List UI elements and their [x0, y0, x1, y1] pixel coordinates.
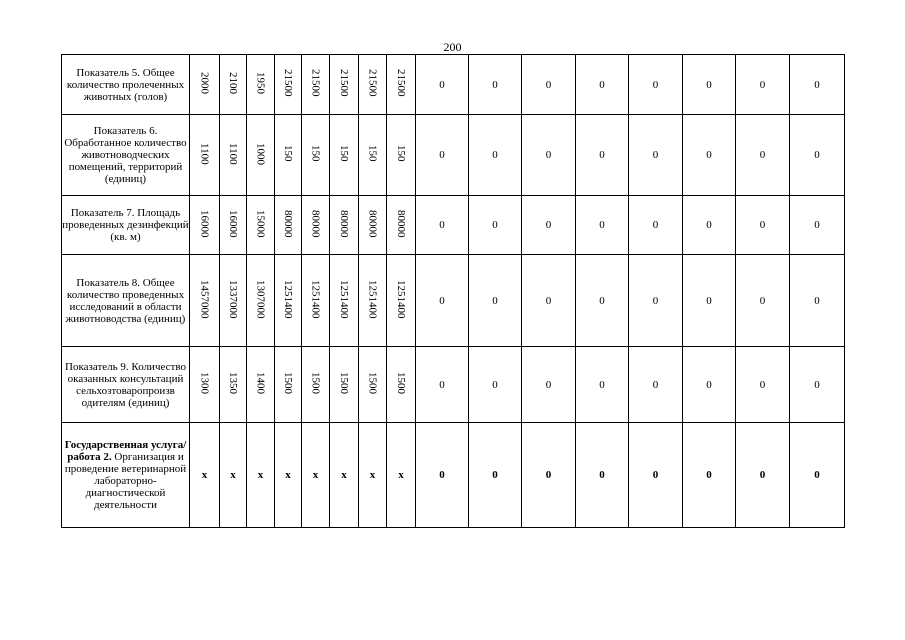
value-cell	[190, 115, 220, 196]
zero-cell	[790, 423, 845, 528]
value-text: 1251400	[338, 279, 350, 319]
zero-cell	[683, 115, 736, 196]
value-text: 1500	[282, 372, 294, 394]
value-cell	[359, 423, 387, 528]
value-cell	[302, 115, 330, 196]
zero-value: 0	[706, 378, 712, 391]
value-text: x	[257, 469, 264, 481]
value-text: x	[369, 469, 376, 481]
zero-cell	[629, 55, 683, 115]
value-text: 21500	[309, 69, 322, 97]
value-cell	[302, 196, 330, 255]
zero-value: 0	[759, 219, 766, 231]
value-text: 1400	[254, 372, 267, 394]
value-cell	[275, 115, 302, 196]
zero-cell	[736, 115, 790, 196]
zero-value: 0	[492, 469, 498, 481]
table-row	[62, 115, 845, 196]
indicator-label: Показатель 5. Общее количество пролеченных животных (голов)	[66, 66, 185, 103]
zero-value: 0	[439, 149, 445, 161]
zero-value: 0	[545, 78, 552, 91]
value-text: 2100	[227, 72, 239, 94]
zero-cell	[576, 55, 629, 115]
value-text: 1300	[198, 372, 211, 394]
zero-value: 0	[652, 378, 659, 391]
zero-value: 0	[759, 378, 766, 391]
value-cell	[247, 255, 275, 347]
value-text: 1500	[366, 372, 379, 394]
zero-value: 0	[652, 219, 659, 231]
value-cell	[359, 255, 387, 347]
zero-cell	[576, 196, 629, 255]
indicator-label-cell	[62, 196, 190, 255]
value-cell	[220, 423, 247, 528]
value-cell	[387, 423, 416, 528]
zero-cell	[790, 347, 845, 423]
value-cell	[359, 196, 387, 255]
zero-value: 0	[545, 294, 552, 307]
value-cell	[359, 115, 387, 196]
value-text: 15000	[254, 209, 267, 238]
zero-cell	[522, 255, 576, 347]
zero-value: 0	[599, 78, 605, 91]
zero-value: 0	[439, 378, 445, 391]
value-text: 1251400	[282, 279, 294, 319]
value-cell	[302, 55, 330, 115]
zero-value: 0	[759, 469, 766, 481]
value-cell	[330, 55, 359, 115]
zero-value: 0	[814, 219, 820, 231]
value-cell	[302, 347, 330, 423]
zero-value: 0	[814, 378, 820, 391]
zero-cell	[683, 255, 736, 347]
zero-cell	[629, 255, 683, 347]
value-cell	[302, 255, 330, 347]
value-cell	[387, 196, 416, 255]
zero-value: 0	[814, 469, 820, 481]
value-text: 1251400	[366, 279, 379, 319]
indicator-label-cell	[62, 115, 190, 196]
zero-cell	[576, 423, 629, 528]
zero-cell	[522, 115, 576, 196]
zero-cell	[683, 55, 736, 115]
table-row	[62, 255, 845, 347]
value-cell	[190, 55, 220, 115]
value-text: 21500	[282, 69, 294, 97]
zero-value: 0	[599, 219, 605, 231]
value-text: 21500	[338, 69, 350, 97]
zero-value: 0	[492, 294, 498, 307]
value-cell	[220, 196, 247, 255]
value-text: 1251400	[309, 279, 322, 319]
zero-cell	[629, 196, 683, 255]
zero-value: 0	[652, 78, 659, 91]
value-cell	[275, 423, 302, 528]
value-text: 150	[338, 145, 350, 162]
zero-cell	[416, 423, 469, 528]
indicator-label-cell	[62, 55, 190, 115]
zero-cell	[469, 347, 522, 423]
value-cell	[220, 255, 247, 347]
value-cell	[302, 423, 330, 528]
zero-value: 0	[759, 78, 766, 91]
zero-cell	[629, 347, 683, 423]
zero-value: 0	[599, 149, 605, 161]
value-cell	[387, 55, 416, 115]
value-cell	[247, 423, 275, 528]
indicator-label: Показатель 6. Обработанное количество животноводческих помещений, территорий (единиц)	[64, 125, 187, 185]
table-row	[62, 196, 845, 255]
value-cell	[387, 347, 416, 423]
value-cell	[387, 255, 416, 347]
zero-cell	[736, 255, 790, 347]
zero-value: 0	[545, 219, 552, 231]
zero-cell	[416, 115, 469, 196]
zero-cell	[469, 255, 522, 347]
zero-value: 0	[439, 469, 445, 481]
zero-value: 0	[439, 294, 445, 307]
zero-cell	[469, 196, 522, 255]
zero-cell	[469, 115, 522, 196]
zero-cell	[522, 196, 576, 255]
zero-value: 0	[492, 149, 498, 161]
zero-value: 0	[599, 378, 605, 391]
table-row	[62, 423, 845, 528]
zero-value: 0	[814, 294, 820, 307]
service-title: Государственная услуга/работа 2.	[64, 439, 187, 463]
value-text: 1100	[198, 142, 211, 165]
value-text: 80000	[395, 209, 407, 238]
zero-cell	[736, 196, 790, 255]
zero-cell	[522, 347, 576, 423]
table-row	[62, 55, 845, 115]
value-cell	[190, 196, 220, 255]
zero-value: 0	[439, 78, 445, 91]
zero-cell	[416, 347, 469, 423]
value-text: 150	[366, 145, 379, 162]
value-text: x	[312, 469, 319, 481]
value-cell	[359, 55, 387, 115]
value-text: 2000	[198, 72, 211, 94]
zero-cell	[736, 347, 790, 423]
value-cell	[275, 55, 302, 115]
zero-cell	[790, 255, 845, 347]
value-text: 1000	[254, 142, 267, 165]
value-cell	[247, 115, 275, 196]
value-text: 1251400	[395, 279, 407, 319]
value-cell	[247, 55, 275, 115]
zero-value: 0	[599, 469, 605, 481]
zero-value: 0	[439, 219, 445, 231]
value-text: 1100	[227, 142, 239, 165]
zero-value: 0	[759, 294, 766, 307]
zero-value: 0	[814, 149, 820, 161]
zero-cell	[736, 423, 790, 528]
zero-value: 0	[492, 219, 498, 231]
value-cell	[247, 196, 275, 255]
value-text: 80000	[366, 209, 379, 238]
zero-value: 0	[706, 219, 712, 231]
value-cell	[275, 196, 302, 255]
value-text: 1350	[227, 372, 239, 394]
zero-value: 0	[759, 149, 766, 161]
zero-cell	[576, 115, 629, 196]
value-cell	[190, 423, 220, 528]
value-cell	[220, 347, 247, 423]
value-text: 21500	[395, 69, 407, 97]
value-text: 1950	[254, 72, 267, 94]
value-text: x	[230, 469, 236, 481]
value-cell	[190, 255, 220, 347]
value-cell	[359, 347, 387, 423]
zero-cell	[683, 423, 736, 528]
value-text: 80000	[282, 209, 294, 238]
value-text: 1457000	[198, 279, 211, 319]
value-cell	[330, 196, 359, 255]
zero-value: 0	[492, 78, 498, 91]
indicator-label: Показатель 8. Общее количество проведенных исследований в области животноводства (единиц)	[65, 276, 186, 325]
zero-cell	[790, 55, 845, 115]
value-text: 16000	[198, 209, 211, 238]
zero-cell	[416, 255, 469, 347]
value-cell	[330, 255, 359, 347]
indicator-label-cell	[62, 347, 190, 423]
value-cell	[387, 115, 416, 196]
value-text: x	[201, 469, 208, 481]
value-text: 150	[309, 145, 322, 162]
value-text: 150	[282, 145, 294, 162]
indicator-label-cell	[62, 423, 190, 528]
value-cell	[220, 55, 247, 115]
zero-value: 0	[545, 378, 552, 391]
value-cell	[275, 255, 302, 347]
value-cell	[330, 347, 359, 423]
zero-value: 0	[814, 78, 820, 91]
zero-cell	[522, 423, 576, 528]
zero-cell	[416, 55, 469, 115]
value-cell	[275, 347, 302, 423]
zero-cell	[683, 196, 736, 255]
zero-cell	[576, 255, 629, 347]
zero-cell	[683, 347, 736, 423]
zero-cell	[522, 55, 576, 115]
indicator-label: Организация и проведение ветеринарной лабораторно-диагностической деятельности	[64, 451, 187, 511]
value-cell	[330, 115, 359, 196]
zero-cell	[469, 55, 522, 115]
zero-value: 0	[706, 78, 712, 91]
value-text: 80000	[309, 209, 322, 238]
value-cell	[330, 423, 359, 528]
value-text: 1500	[338, 372, 350, 394]
zero-cell	[736, 55, 790, 115]
zero-value: 0	[652, 149, 659, 161]
value-text: 1307000	[254, 279, 267, 319]
indicators-table	[61, 54, 845, 528]
value-text: x	[398, 469, 404, 481]
value-text: x	[341, 469, 347, 481]
zero-cell	[629, 115, 683, 196]
table-row	[62, 347, 845, 423]
value-cell	[220, 115, 247, 196]
value-text: 1337000	[227, 279, 239, 319]
value-cell	[247, 347, 275, 423]
page-number: 200	[443, 40, 462, 54]
value-text: 16000	[227, 209, 239, 238]
zero-value: 0	[652, 469, 659, 481]
zero-cell	[629, 423, 683, 528]
zero-value: 0	[599, 294, 605, 307]
zero-cell	[790, 115, 845, 196]
value-text: 1500	[309, 372, 322, 394]
value-text: 150	[395, 145, 407, 162]
zero-value: 0	[706, 469, 712, 481]
value-text: 1500	[395, 372, 407, 394]
zero-value: 0	[706, 294, 712, 307]
zero-value: 0	[706, 149, 712, 161]
value-text: x	[285, 469, 291, 481]
value-cell	[190, 347, 220, 423]
value-text: 80000	[338, 209, 350, 238]
zero-value: 0	[545, 469, 552, 481]
zero-cell	[576, 347, 629, 423]
zero-value: 0	[652, 294, 659, 307]
value-text: 21500	[366, 69, 379, 97]
indicator-label-cell	[62, 255, 190, 347]
zero-cell	[416, 196, 469, 255]
zero-value: 0	[545, 149, 552, 161]
indicator-label: Показатель 9. Количество оказанных консультаций сельхозтоваропроизв одителям (единиц)	[65, 360, 186, 409]
zero-value: 0	[492, 378, 498, 391]
indicator-label: Показатель 7. Площадь проведенных дезинфекций (кв. м)	[62, 207, 189, 243]
zero-cell	[790, 196, 845, 255]
zero-cell	[469, 423, 522, 528]
